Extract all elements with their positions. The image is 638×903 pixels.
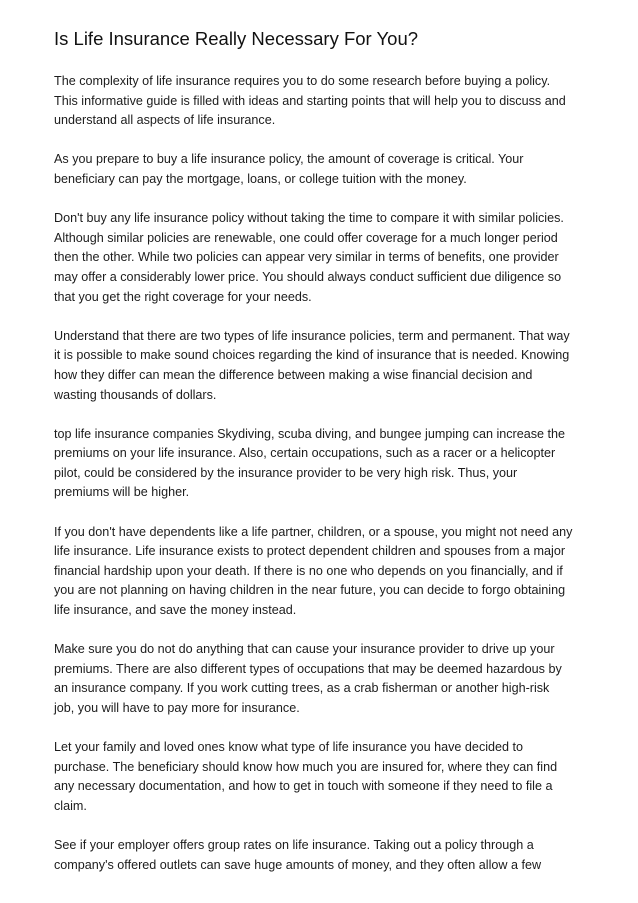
paragraph-line: The complexity of life insurance requires you to do some research before buying a policy.: [54, 74, 551, 88]
document-page: [54, 26, 588, 895]
paragraph-line: an insurance company. If you work cutting trees, as a crab fisherman or another high-risk: [54, 681, 550, 696]
paragraph-line: top life insurance companies Skydiving, scuba diving, and bungee jumping can increase the: [54, 426, 566, 441]
paragraph-line: job, you will have to pay more for insurance.: [54, 701, 300, 715]
paragraph-line: any necessary documentation, and how to get in touch with someone if they need to file a: [54, 779, 553, 794]
paragraph-line: company's offered outlets can save huge amounts of money, and they often allow a few: [54, 857, 542, 872]
paragraph-line: claim.: [54, 798, 87, 813]
paragraph: [54, 836, 588, 875]
paragraph: [54, 523, 588, 621]
paragraph-line: wasting thousands of dollars.: [54, 387, 217, 402]
paragraph-line: may offer a considerably lower price. You should always conduct sufficient due diligence so: [54, 269, 562, 284]
paragraph-line: Although similar policies are renewable, one could offer coverage for a much longer period: [54, 230, 558, 245]
paragraph-line: This informative guide is filled with ideas and starting points that will help you to discuss and: [54, 93, 566, 108]
paragraph-line: life insurance. Life insurance exists to protect dependent children and spouses from a major: [54, 544, 566, 559]
paragraph-line: beneficiary can pay the mortgage, loans, or college tuition with the money.: [54, 171, 467, 186]
paragraph-line: then the other. While two policies can appear very similar in terms of benefits, one provider: [54, 250, 559, 265]
document-body: [54, 72, 588, 875]
paragraph-line: pilot, could be considered by the insurance provider to be very high risk. Thus, your: [54, 465, 518, 480]
paragraph-line: See if your employer offers group rates on life insurance. Taking out a policy through a: [54, 838, 534, 853]
paragraph-line: financial hardship upon your death. If there is no one who depends on you financially, and if: [54, 563, 563, 578]
paragraph-line: Make sure you do not do anything that can cause your insurance provider to drive up your: [54, 642, 555, 657]
paragraph-line: premiums on your life insurance. Also, certain occupations, such as a racer or a helicopter: [54, 446, 556, 461]
paragraph: [54, 640, 588, 718]
paragraph-line: you are not planning on having children in the near future, you can decide to forgo obtaining: [54, 583, 566, 598]
paragraph: [54, 150, 588, 189]
paragraph: [54, 327, 588, 405]
paragraph-line: life insurance, and save the money instead.: [54, 603, 297, 618]
paragraph-line: premiums. There are also different types of occupations that may be deemed hazardous by: [54, 661, 562, 676]
paragraph-line: Let your family and loved ones know what type of life insurance you have decided to: [54, 740, 524, 755]
paragraph-line: purchase. The beneficiary should know how much you are insured for, where they can find: [54, 759, 558, 774]
paragraph-line: that you get the right coverage for your needs.: [54, 289, 312, 304]
paragraph: [54, 738, 588, 816]
paragraph-line: understand all aspects of life insurance.: [54, 113, 276, 128]
paragraph: [54, 72, 588, 131]
paragraph-line: it is possible to make sound choices regarding the kind of insurance that is needed. Knowing: [54, 348, 570, 363]
paragraph-line: If you don't have dependents like a life partner, children, or a spouse, you might not need any: [54, 524, 573, 539]
document-title: Is Life Insurance Really Necessary For You?: [54, 28, 419, 49]
paragraph-line: premiums will be higher.: [54, 485, 190, 500]
paragraph-line: Don't buy any life insurance policy without taking the time to compare it with similar policies.: [54, 211, 564, 226]
paragraph-line: Understand that there are two types of life insurance policies, term and permanent. That way: [54, 328, 570, 343]
paragraph: [54, 209, 588, 307]
paragraph-line: how they differ can mean the difference between making a wise financial decision and: [54, 367, 533, 382]
paragraph: [54, 425, 588, 503]
paragraph-line: As you prepare to buy a life insurance policy, the amount of coverage is critical. Your: [54, 152, 524, 167]
